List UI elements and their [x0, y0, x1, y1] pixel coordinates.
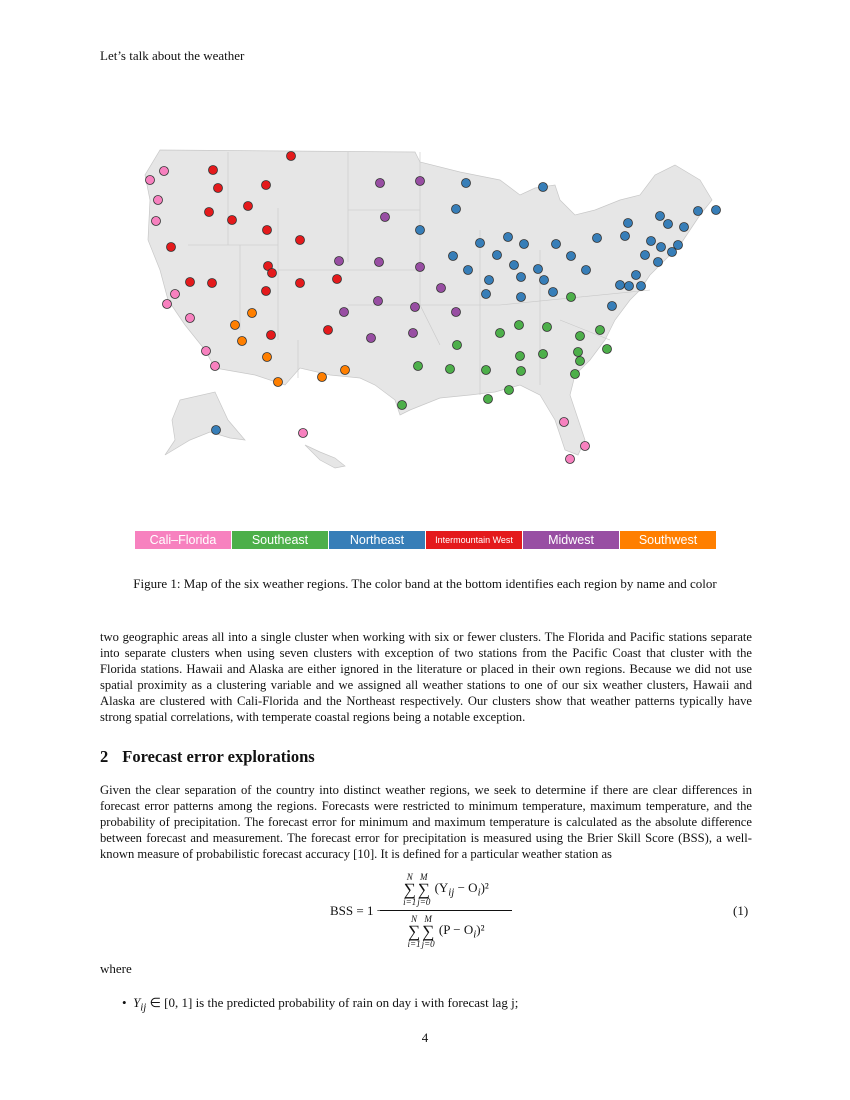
- station-dot-southwest: [341, 366, 350, 375]
- fraction-bar: [380, 910, 512, 911]
- legend-intermountain-west: Intermountain West: [426, 531, 523, 549]
- station-dot-intermountain-west: [268, 269, 277, 278]
- station-dot-southeast: [576, 357, 585, 366]
- legend-southwest: Southwest: [620, 531, 717, 549]
- running-header: Let’s talk about the weather: [100, 48, 245, 63]
- station-dot-cali-florida: [299, 429, 308, 438]
- station-dot-intermountain-west: [214, 184, 223, 193]
- station-dot-northeast: [520, 240, 529, 249]
- where-text: where: [100, 961, 132, 976]
- station-dot-midwest: [416, 263, 425, 272]
- station-dot-northeast: [493, 251, 502, 260]
- station-dot-northeast: [567, 252, 576, 261]
- station-dot-northeast: [647, 237, 656, 246]
- station-dot-intermountain-west: [228, 216, 237, 225]
- equation-lhs: BSS = 1 −: [330, 903, 385, 918]
- station-dot-midwest: [437, 284, 446, 293]
- station-dot-cali-florida: [146, 176, 155, 185]
- station-dot-northeast: [485, 276, 494, 285]
- station-dot-midwest: [340, 308, 349, 317]
- station-dot-northeast: [657, 243, 666, 252]
- station-dot-cali-florida: [202, 347, 211, 356]
- station-dot-cali-florida: [566, 455, 575, 464]
- station-dot-midwest: [375, 258, 384, 267]
- station-dot-northeast: [482, 290, 491, 299]
- region-color-band: [135, 531, 717, 549]
- station-dot-cali-florida: [163, 300, 172, 309]
- station-dot-northeast: [510, 261, 519, 270]
- station-dot-midwest: [335, 257, 344, 266]
- station-dot-cali-florida: [152, 217, 161, 226]
- station-dot-southeast: [516, 352, 525, 361]
- page-number: 4: [421, 1030, 429, 1045]
- station-dot-northeast: [504, 233, 513, 242]
- station-dot-northeast: [534, 265, 543, 274]
- station-dot-northeast: [641, 251, 650, 260]
- continental-us-outline: [145, 150, 712, 455]
- station-dot-southeast: [539, 350, 548, 359]
- station-dot-intermountain-west: [208, 279, 217, 288]
- hawaii-outline: [305, 445, 345, 468]
- station-dot-intermountain-west: [296, 279, 305, 288]
- station-dot-northeast: [464, 266, 473, 275]
- station-dot-northeast: [608, 302, 617, 311]
- station-dot-southeast: [515, 321, 524, 330]
- station-dot-intermountain-west: [262, 287, 271, 296]
- station-dot-southeast: [453, 341, 462, 350]
- station-dot-intermountain-west: [167, 243, 176, 252]
- list-item: • $Y_{ij}$ ∈ [0, 1] is the predicted probability of rain on day i with forecast lag j;: [122, 995, 519, 1014]
- station-dot-southwest: [231, 321, 240, 330]
- station-dot-northeast: [539, 183, 548, 192]
- station-dot-southwest: [248, 309, 257, 318]
- station-dot-southeast: [398, 401, 407, 410]
- station-dot-northeast: [668, 248, 677, 257]
- figure-caption: Figure 1: Map of the six weather regions. The color band at the bottom identifies each region by name and color: [133, 576, 717, 591]
- station-dot-intermountain-west: [333, 275, 342, 284]
- section-number: 2: [100, 747, 109, 766]
- station-dot-intermountain-west: [209, 166, 218, 175]
- station-dot-northeast: [632, 271, 641, 280]
- station-dot-intermountain-west: [324, 326, 333, 335]
- station-dot-midwest: [409, 329, 418, 338]
- station-dot-northeast: [549, 288, 558, 297]
- station-dot-northeast: [680, 223, 689, 232]
- equation-numerator: N ∑ i=1 M ∑ j=0 $(Y_{ij} - O_i)^2$: [403, 872, 489, 907]
- equation-denominator: N ∑ i=1 M ∑ j=0 $(P - O_i)^2$: [407, 914, 485, 949]
- station-dot-southeast: [446, 365, 455, 374]
- station-dot-midwest: [367, 334, 376, 343]
- station-dot-southeast: [517, 367, 526, 376]
- station-dot-cali-florida: [160, 167, 169, 176]
- station-dot-intermountain-west: [186, 278, 195, 287]
- legend-midwest: Midwest: [523, 531, 620, 549]
- station-dot-cali-florida: [154, 196, 163, 205]
- station-dot-northeast: [517, 273, 526, 282]
- station-dot-southeast: [603, 345, 612, 354]
- station-dot-cali-florida: [171, 290, 180, 299]
- station-dot-intermountain-west: [205, 208, 214, 217]
- legend-southeast: Southeast: [232, 531, 329, 549]
- station-dot-southwest: [318, 373, 327, 382]
- station-dot-northeast: [694, 207, 703, 216]
- station-dot-southeast: [414, 362, 423, 371]
- station-dot-southeast: [567, 293, 576, 302]
- section-title: Forecast error explorations: [122, 747, 315, 766]
- station-dot-southeast: [574, 348, 583, 357]
- station-dot-southeast: [484, 395, 493, 404]
- station-dot-northeast: [212, 426, 221, 435]
- station-dot-midwest: [452, 308, 461, 317]
- station-dot-southwest: [263, 353, 272, 362]
- equation-number: (1): [733, 903, 749, 918]
- station-dot-southwest: [238, 337, 247, 346]
- station-dot-midwest: [411, 303, 420, 312]
- station-dot-intermountain-west: [287, 152, 296, 161]
- station-dot-northeast: [582, 266, 591, 275]
- station-dot-southeast: [482, 366, 491, 375]
- section-heading: [100, 747, 329, 767]
- station-dot-southeast: [543, 323, 552, 332]
- station-dot-midwest: [374, 297, 383, 306]
- station-dot-intermountain-west: [296, 236, 305, 245]
- station-dot-northeast: [462, 179, 471, 188]
- alaska-outline: [165, 392, 245, 455]
- station-dot-northeast: [416, 226, 425, 235]
- station-dot-northeast: [593, 234, 602, 243]
- station-dot-cali-florida: [581, 442, 590, 451]
- station-dot-northeast: [517, 293, 526, 302]
- station-dot-northeast: [540, 276, 549, 285]
- station-dot-northeast: [712, 206, 721, 215]
- station-dot-southeast: [505, 386, 514, 395]
- station-dot-midwest: [376, 179, 385, 188]
- station-dot-northeast: [449, 252, 458, 261]
- legend-northeast: Northeast: [329, 531, 426, 549]
- station-dot-southeast: [576, 332, 585, 341]
- station-dot-midwest: [381, 213, 390, 222]
- station-dot-cali-florida: [211, 362, 220, 371]
- station-dot-southwest: [274, 378, 283, 387]
- paragraph-clusters: two geographic areas all into a single cluster when working with six or fewer clusters. The Florida and Pacific stations separate into separate clusters when using seven clusters with exception of two stations from the Pacific Coast that cluster with the Florida stations. Hawaii and Alaska are either ignored in the literature or placed in their own regions. Because we did not use spatial proximity as a clustering variable and we assigned all weather stations to one of our six weather clusters, Hawaii and Alaska are clustered with Cali-Florida and the Northeast respectively. Our clusters show that weather patterns typically have strong spatial correlations, with temperate coastal regions being a notable exception.: [100, 630, 752, 724]
- station-dot-intermountain-west: [263, 226, 272, 235]
- station-dot-northeast: [625, 282, 634, 291]
- station-dot-cali-florida: [560, 418, 569, 427]
- station-dot-northeast: [654, 258, 663, 267]
- station-dot-northeast: [616, 281, 625, 290]
- station-dot-northeast: [621, 232, 630, 241]
- station-dot-intermountain-west: [244, 202, 253, 211]
- station-dot-southeast: [496, 329, 505, 338]
- station-dot-southeast: [571, 370, 580, 379]
- station-dot-intermountain-west: [262, 181, 271, 190]
- station-dot-southeast: [596, 326, 605, 335]
- station-dot-northeast: [664, 220, 673, 229]
- station-dot-northeast: [624, 219, 633, 228]
- station-dot-northeast: [476, 239, 485, 248]
- station-dot-northeast: [637, 282, 646, 291]
- map-land: [145, 150, 712, 468]
- station-dot-cali-florida: [186, 314, 195, 323]
- station-dot-northeast: [656, 212, 665, 221]
- station-dot-northeast: [552, 240, 561, 249]
- paragraph-forecast-error: Given the clear separation of the country into distinct weather regions, we seek to determine if there are clear differences in forecast error patterns among the regions. Forecasts were restricted to minimum temperature, maximum temperature, and the probability of precipitation. The forecast error for minimum and maximum temperature is calculated as the absolute difference between forecast and measurement. The forecast error for precipitation is measured using the Brier Skill Score (BSS), a well-known measure of probabilistic forecast accuracy [10]. It is defined for a particular weather station as: [100, 783, 752, 861]
- legend-cali-florida: Cali–Florida: [135, 531, 232, 549]
- station-dot-intermountain-west: [267, 331, 276, 340]
- station-dot-northeast: [452, 205, 461, 214]
- station-dot-midwest: [416, 177, 425, 186]
